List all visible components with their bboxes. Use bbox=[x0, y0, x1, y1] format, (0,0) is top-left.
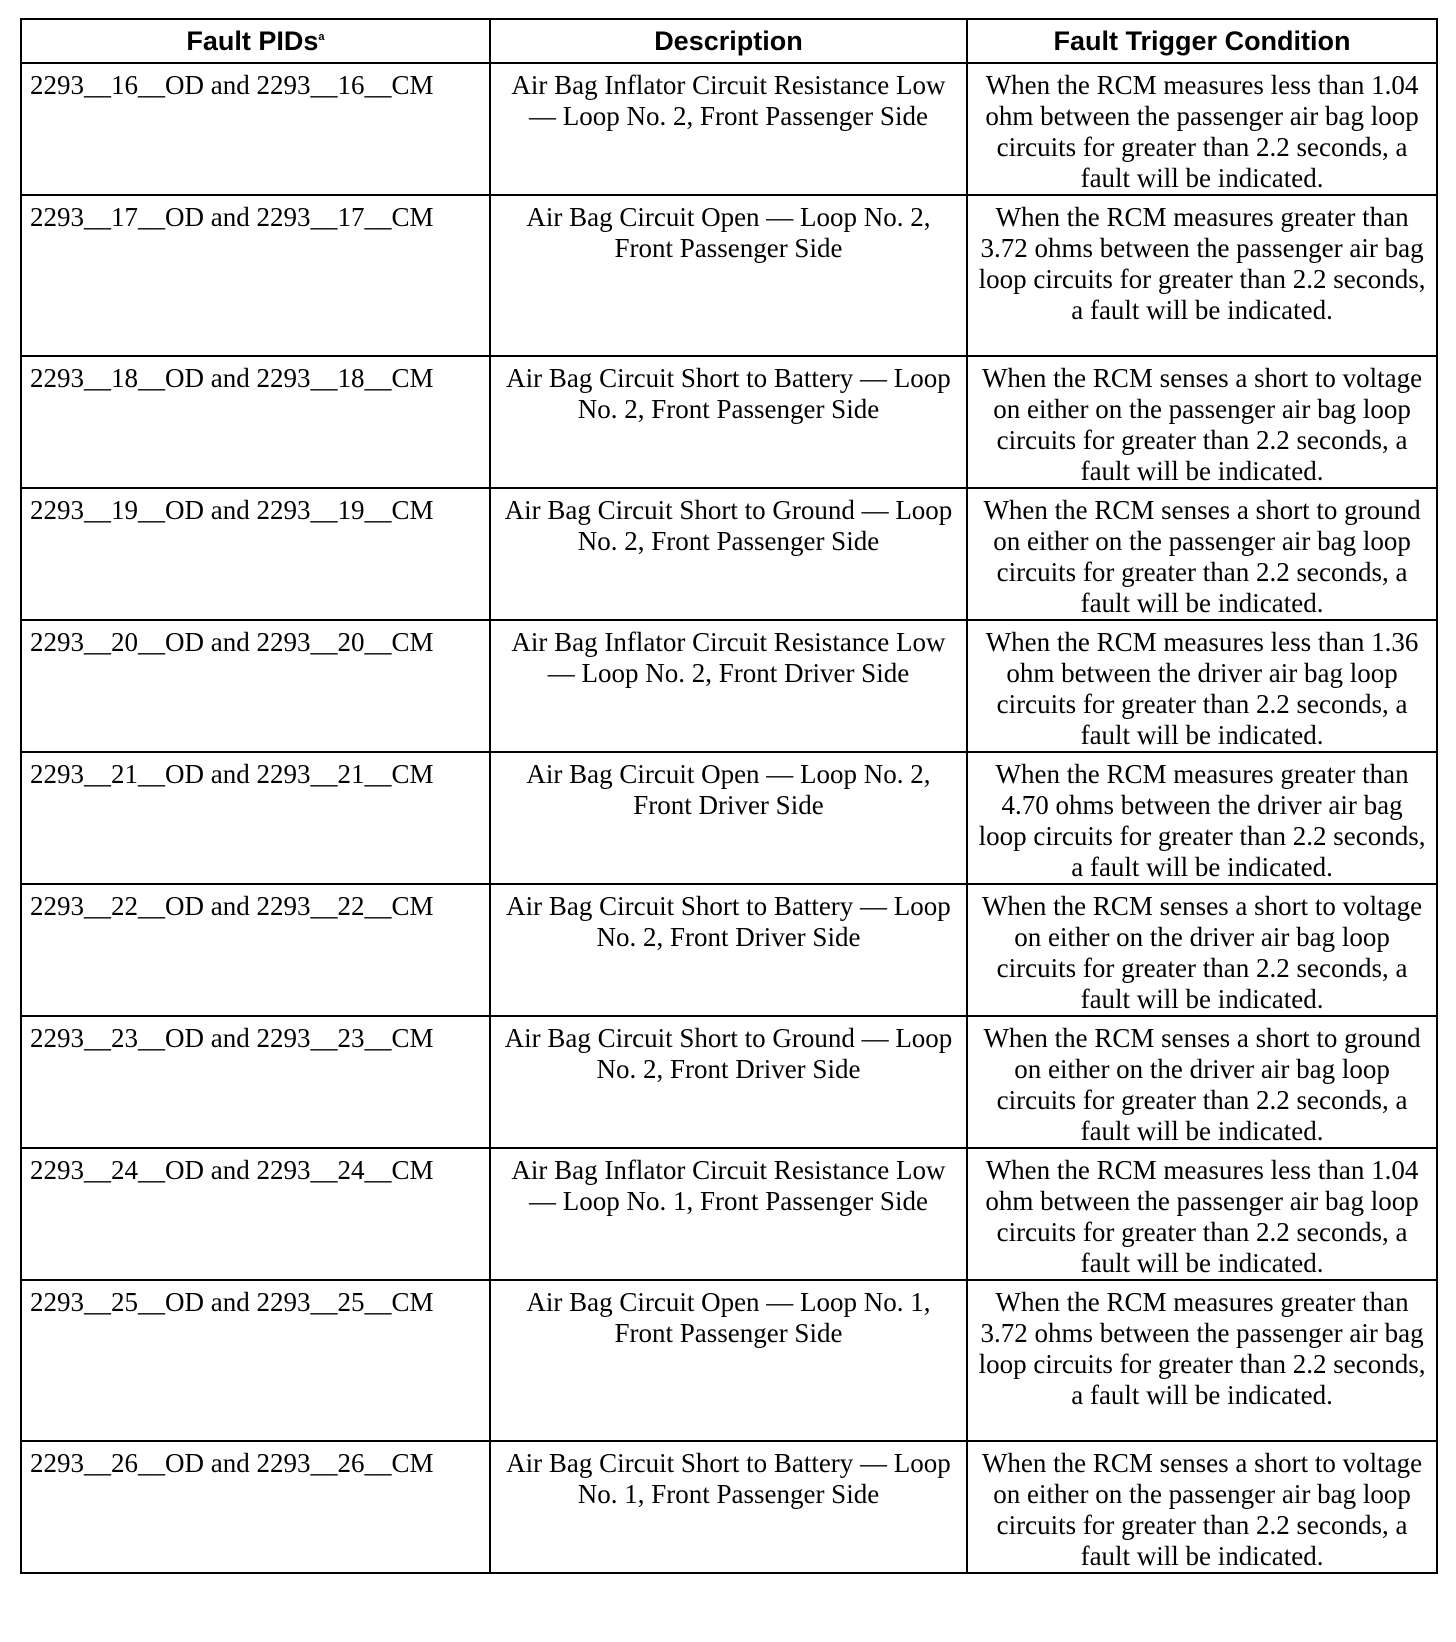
table-row bbox=[21, 195, 1437, 356]
condition-cell: When the RCM senses a short to voltage on either on the passenger air bag loop circuits for greater than 2.2 seconds, a fault will be indicated. bbox=[967, 356, 1437, 488]
condition-cell: When the RCM measures greater than 3.72 ohms between the passenger air bag loop circuits for greater than 2.2 seconds, a fault will be indicated. bbox=[967, 1280, 1437, 1441]
table-row bbox=[21, 63, 1437, 195]
fault-pid-cell: 2293__24__OD and 2293__24__CM bbox=[21, 1148, 490, 1280]
table-row bbox=[21, 1280, 1437, 1441]
header-fault-trigger-condition: Fault Trigger Condition bbox=[967, 19, 1437, 63]
fault-pid-cell: 2293__23__OD and 2293__23__CM bbox=[21, 1016, 490, 1148]
description-cell: Air Bag Inflator Circuit Resistance Low — Loop No. 2, Front Passenger Side bbox=[490, 63, 967, 195]
fault-pid-cell: 2293__22__OD and 2293__22__CM bbox=[21, 884, 490, 1016]
condition-cell: When the RCM measures less than 1.04 ohm between the passenger air bag loop circuits for greater than 2.2 seconds, a fault will be indicated. bbox=[967, 63, 1437, 195]
footnote-marker: a bbox=[318, 30, 325, 43]
fault-pid-cell: 2293__17__OD and 2293__17__CM bbox=[21, 195, 490, 356]
table-row bbox=[21, 752, 1437, 884]
table-row bbox=[21, 1016, 1437, 1148]
fault-pid-cell: 2293__19__OD and 2293__19__CM bbox=[21, 488, 490, 620]
fault-pid-cell: 2293__26__OD and 2293__26__CM bbox=[21, 1441, 490, 1573]
table-row bbox=[21, 488, 1437, 620]
fault-pid-cell: 2293__20__OD and 2293__20__CM bbox=[21, 620, 490, 752]
condition-cell: When the RCM senses a short to ground on either on the driver air bag loop circuits for greater than 2.2 seconds, a fault will be indicated. bbox=[967, 1016, 1437, 1148]
condition-cell: When the RCM measures greater than 3.72 ohms between the passenger air bag loop circuits for greater than 2.2 seconds, a fault will be indicated. bbox=[967, 195, 1437, 356]
description-cell: Air Bag Circuit Short to Ground — Loop No. 2, Front Passenger Side bbox=[490, 488, 967, 620]
description-cell: Air Bag Circuit Short to Ground — Loop No. 2, Front Driver Side bbox=[490, 1016, 967, 1148]
table-header-row bbox=[21, 19, 1437, 63]
description-cell: Air Bag Circuit Open — Loop No. 2, Front Driver Side bbox=[490, 752, 967, 884]
condition-cell: When the RCM senses a short to ground on either on the passenger air bag loop circuits for greater than 2.2 seconds, a fault will be indicated. bbox=[967, 488, 1437, 620]
condition-cell: When the RCM measures greater than 4.70 ohms between the driver air bag loop circuits for greater than 2.2 seconds, a fault will be indicated. bbox=[967, 752, 1437, 884]
description-cell: Air Bag Circuit Short to Battery — Loop No. 1, Front Passenger Side bbox=[490, 1441, 967, 1573]
condition-cell: When the RCM senses a short to voltage on either on the passenger air bag loop circuits for greater than 2.2 seconds, a fault will be indicated. bbox=[967, 1441, 1437, 1573]
header-description: Description bbox=[490, 19, 967, 63]
table-row bbox=[21, 1148, 1437, 1280]
table-row bbox=[21, 356, 1437, 488]
fault-pid-table bbox=[20, 18, 1438, 1574]
description-cell: Air Bag Inflator Circuit Resistance Low — Loop No. 2, Front Driver Side bbox=[490, 620, 967, 752]
condition-cell: When the RCM measures less than 1.04 ohm between the passenger air bag loop circuits for greater than 2.2 seconds, a fault will be indicated. bbox=[967, 1148, 1437, 1280]
condition-cell: When the RCM senses a short to voltage on either on the driver air bag loop circuits for greater than 2.2 seconds, a fault will be indicated. bbox=[967, 884, 1437, 1016]
description-cell: Air Bag Circuit Short to Battery — Loop No. 2, Front Driver Side bbox=[490, 884, 967, 1016]
description-cell: Air Bag Inflator Circuit Resistance Low — Loop No. 1, Front Passenger Side bbox=[490, 1148, 967, 1280]
description-cell: Air Bag Circuit Short to Battery — Loop No. 2, Front Passenger Side bbox=[490, 356, 967, 488]
fault-pid-cell: 2293__25__OD and 2293__25__CM bbox=[21, 1280, 490, 1441]
fault-pid-cell: 2293__21__OD and 2293__21__CM bbox=[21, 752, 490, 884]
condition-cell: When the RCM measures less than 1.36 ohm between the driver air bag loop circuits for greater than 2.2 seconds, a fault will be indicated. bbox=[967, 620, 1437, 752]
table-row bbox=[21, 1441, 1437, 1573]
header-fault-pids bbox=[21, 19, 490, 63]
fault-pid-cell: 2293__16__OD and 2293__16__CM bbox=[21, 63, 490, 195]
table-row bbox=[21, 620, 1437, 752]
table-row bbox=[21, 884, 1437, 1016]
description-cell: Air Bag Circuit Open — Loop No. 2, Front Passenger Side bbox=[490, 195, 967, 356]
header-fault-pids-label: Fault PIDs bbox=[186, 25, 319, 56]
description-cell: Air Bag Circuit Open — Loop No. 1, Front Passenger Side bbox=[490, 1280, 967, 1441]
fault-pid-cell: 2293__18__OD and 2293__18__CM bbox=[21, 356, 490, 488]
